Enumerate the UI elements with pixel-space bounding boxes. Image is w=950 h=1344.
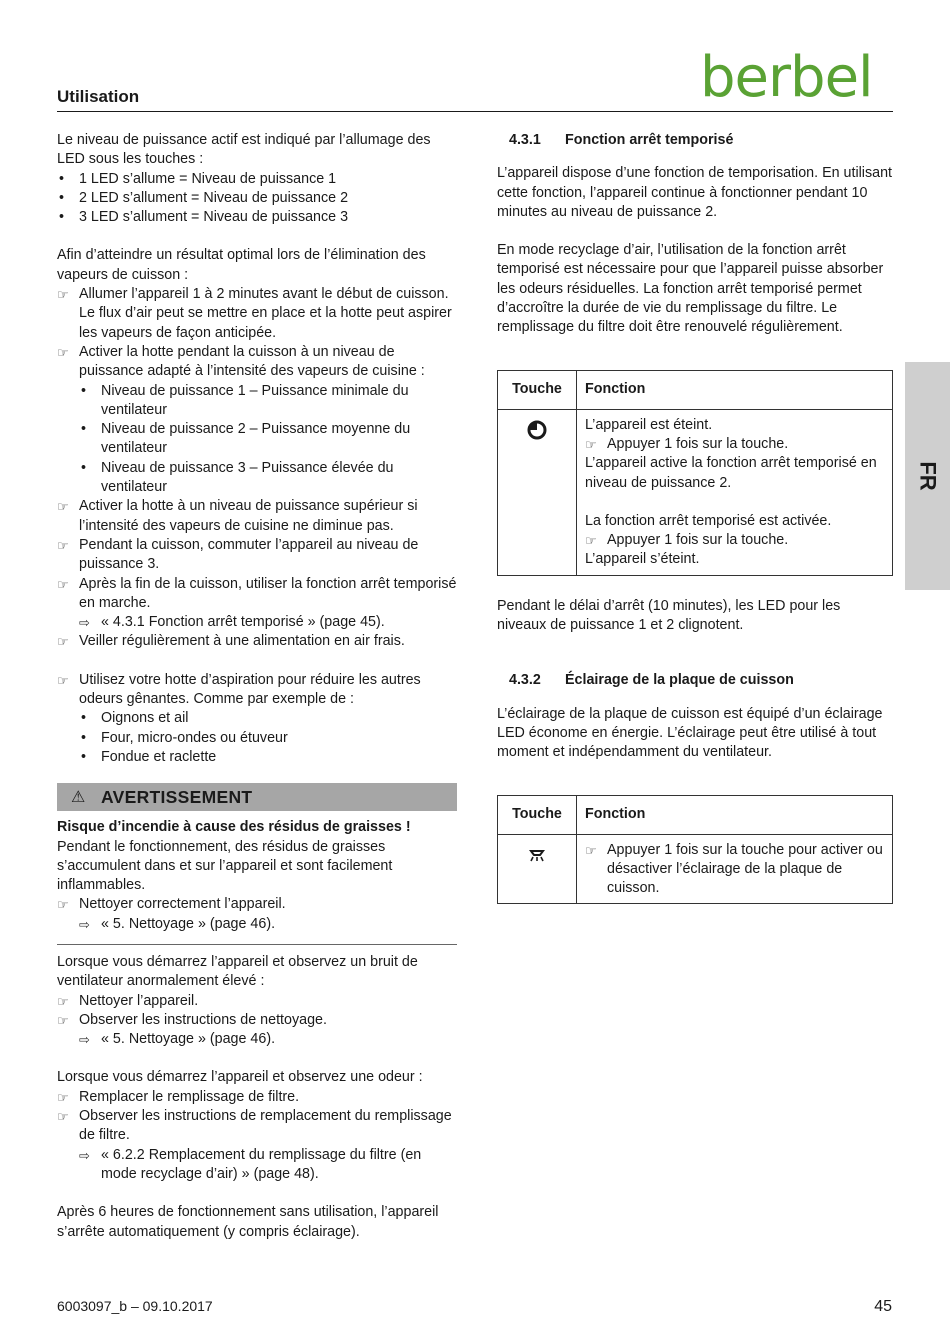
section-number: 4.3.2 — [509, 672, 541, 689]
hand-pointer-icon: ☞ — [57, 499, 69, 515]
table-header-function: Fonction — [577, 370, 893, 409]
section-heading — [497, 131, 893, 150]
cross-reference[interactable]: ⇨ « 6.2.2 Remplacement du remplissage du filtre (en mode recyclage d’air) » (page 48). — [79, 1146, 422, 1182]
noise-intro: Lorsque vous démarrez l’appareil et observez un bruit de ventilateur anormalement élevé : — [57, 953, 418, 990]
paragraph: L’appareil dispose d’une fonction de temporisation. En utilisant cette fonction, l’appareil continue à fonctionner pendant 10 minutes au niveau de puissance 2. — [497, 165, 893, 220]
instruction-step: ☞ Veiller régulièrement à une alimentation en air frais. — [57, 632, 457, 651]
paragraph: L’éclairage de la plaque de cuisson est équipé d’un éclairage LED économe en énergie. L’éclairage peut être utilisé à tout moment et indépendamment du ventilateur. — [497, 705, 883, 761]
instruction-step: ☞ Nettoyer correctement l’appareil. — [57, 895, 457, 914]
instruction-step: ☞ Activer la hotte à un niveau de puissance supérieur si l’intensité des vapeurs de cuisine ne diminue pas. — [57, 498, 418, 534]
optimal-intro: Afin d’atteindre un résultat optimal lors de l’élimination des vapeurs de cuisson : — [57, 247, 426, 283]
hand-pointer-icon: ☞ — [585, 533, 597, 549]
warning-text: Pendant le fonctionnement, des résidus de graisses s’accumulent dans et sur l’appareil et sont facilement inflammables. — [57, 838, 393, 894]
led-intro: Le niveau de puissance actif est indiqué par l’allumage des LED sous les touches : — [57, 132, 431, 168]
list-item: • Niveau de puissance 3 – Puissance élevée du ventilateur — [81, 459, 394, 496]
hand-pointer-icon: ☞ — [57, 287, 69, 303]
instruction-step: ☞ Après la fin de la cuisson, utiliser la fonction arrêt temporisé en marche. — [57, 575, 457, 611]
instruction-step: ☞ Observer les instructions de nettoyage. — [57, 1011, 457, 1030]
instruction-step: ☞ Utilisez votre hotte d’aspiration pour réduire les autres odeurs gênantes. Comme par exemple de : — [57, 671, 421, 708]
smell-intro: Lorsque vous démarrez l’appareil et observez une odeur : — [57, 1069, 423, 1086]
auto-off-note: Après 6 heures de fonctionnement sans utilisation, l’appareil s’arrête automatiquement (y compris éclairage). — [57, 1204, 439, 1240]
timer-table — [497, 370, 893, 576]
paragraph: Pendant le délai d’arrêt (10 minutes), les LED pour les niveaux de puissance 1 et 2 clignotent. — [497, 597, 841, 634]
hand-pointer-icon: ☞ — [585, 842, 597, 858]
hand-pointer-icon: ☞ — [57, 344, 69, 360]
hand-pointer-icon: ☞ — [57, 1089, 69, 1105]
hand-pointer-icon: ☞ — [57, 576, 69, 592]
hand-pointer-icon: ☞ — [57, 897, 69, 913]
warning-title: Risque d’incendie à cause des résidus de graisses ! — [57, 819, 411, 836]
table-header-key: Touche — [498, 795, 577, 834]
hand-pointer-icon: ☞ — [57, 1012, 69, 1028]
section-title: Fonction arrêt temporisé — [565, 132, 734, 148]
cross-reference[interactable]: ⇨ « 5. Nettoyage » (page 46). — [57, 915, 457, 934]
instruction-step: ☞ Appuyer 1 fois sur la touche. — [585, 531, 884, 550]
instruction-step: ☞ Allumer l’appareil 1 à 2 minutes avant le début de cuisson. Le flux d’air peut se mettre en place et la hotte peut aspirer les vapeurs de façon anticipée. — [57, 286, 452, 341]
table-row — [498, 834, 893, 904]
arrow-right-icon: ⇨ — [79, 615, 90, 631]
language-tab — [905, 362, 950, 590]
hand-pointer-icon: ☞ — [57, 993, 69, 1009]
list-item: • Fondue et raclette — [81, 748, 217, 765]
hand-pointer-icon: ☞ — [57, 537, 69, 553]
language-tab-label: FR — [915, 461, 941, 491]
table-header-function: Fonction — [577, 795, 893, 834]
section-heading — [497, 671, 893, 690]
list-item: • 1 LED s’allume = Niveau de puissance 1 — [59, 170, 337, 187]
instruction-step: ☞ Appuyer 1 fois sur la touche pour activer ou désactiver l’éclairage de la plaque de cuisson. — [585, 841, 883, 897]
arrow-right-icon: ⇨ — [79, 1147, 90, 1163]
hand-pointer-icon: ☞ — [57, 672, 69, 688]
list-item: • Niveau de puissance 2 – Puissance moyenne du ventilateur — [81, 421, 411, 457]
brand-logo: berbel — [700, 45, 873, 110]
arrow-right-icon: ⇨ — [79, 916, 90, 932]
section-number: 4.3.1 — [509, 132, 541, 148]
list-item: • Oignons et ail — [81, 710, 189, 727]
warning-banner — [57, 783, 457, 811]
instruction-step: ☞ Appuyer 1 fois sur la touche. — [585, 435, 884, 454]
cross-reference[interactable]: ⇨ « 5. Nettoyage » (page 46). — [57, 1030, 457, 1049]
document-reference: 6003097_b – 09.10.2017 — [57, 1298, 213, 1314]
light-table — [497, 795, 893, 905]
warning-triangle-icon: ⚠ — [71, 788, 86, 806]
light-icon — [527, 845, 547, 865]
warning-label: AVERTISSEMENT — [101, 786, 253, 807]
instruction-step: ☞ Remplacer le remplissage de filtre. — [57, 1088, 457, 1107]
hand-pointer-icon: ☞ — [57, 634, 69, 650]
hand-pointer-icon: ☞ — [57, 1109, 69, 1125]
arrow-right-icon: ⇨ — [79, 1032, 90, 1048]
page-section-title: Utilisation — [57, 87, 140, 106]
page-number: 45 — [874, 1298, 892, 1315]
instruction-step: ☞ Activer la hotte pendant la cuisson à un niveau de puissance adapté à l’intensité des vapeurs de cuisine : — [57, 343, 425, 380]
right-column — [497, 131, 893, 904]
instruction-step: ☞ Nettoyer l’appareil. — [57, 992, 457, 1011]
cross-reference[interactable]: ⇨ « 4.3.1 Fonction arrêt temporisé » (page 45). — [57, 613, 457, 632]
section-title: Éclairage de la plaque de cuisson — [565, 672, 794, 689]
left-column — [57, 131, 457, 1242]
hand-pointer-icon: ☞ — [585, 436, 597, 452]
warning-divider — [57, 944, 457, 945]
list-item: • Four, micro-ondes ou étuveur — [81, 729, 288, 746]
instruction-step: ☞ Observer les instructions de remplacement du remplissage de filtre. — [57, 1108, 452, 1144]
table-row: L’appareil est éteint. ☞ Appuyer 1 fois sur la touche. L’appareil active la fonction arrêt temporisé en niveau de puissance 2. La fonction arrêt temporisé est activée. ☞ Appuyer 1 fois sur la touche. L’appareil s’éteint. — [498, 409, 893, 575]
header-divider — [57, 111, 893, 112]
instruction-step: ☞ Pendant la cuisson, commuter l’appareil au niveau de puissance 3. — [57, 536, 419, 573]
paragraph: En mode recyclage d’air, l’utilisation de la fonction arrêt temporisé est nécessaire pour que l’appareil puisse absorber les odeurs résiduelles. La fonction arrêt temporisé permet d’accroître la durée de vie du remplissage du filtre. Le remplissage du filtre doit être renouvelé régulièrement. — [497, 242, 884, 336]
table-header-key: Touche — [498, 370, 577, 409]
list-item: • 3 LED s’allument = Niveau de puissance 3 — [59, 209, 349, 226]
list-item: • Niveau de puissance 1 – Puissance minimale du ventilateur — [81, 382, 409, 418]
list-item: • 2 LED s’allument = Niveau de puissance 2 — [59, 189, 349, 206]
timer-icon — [527, 420, 547, 440]
